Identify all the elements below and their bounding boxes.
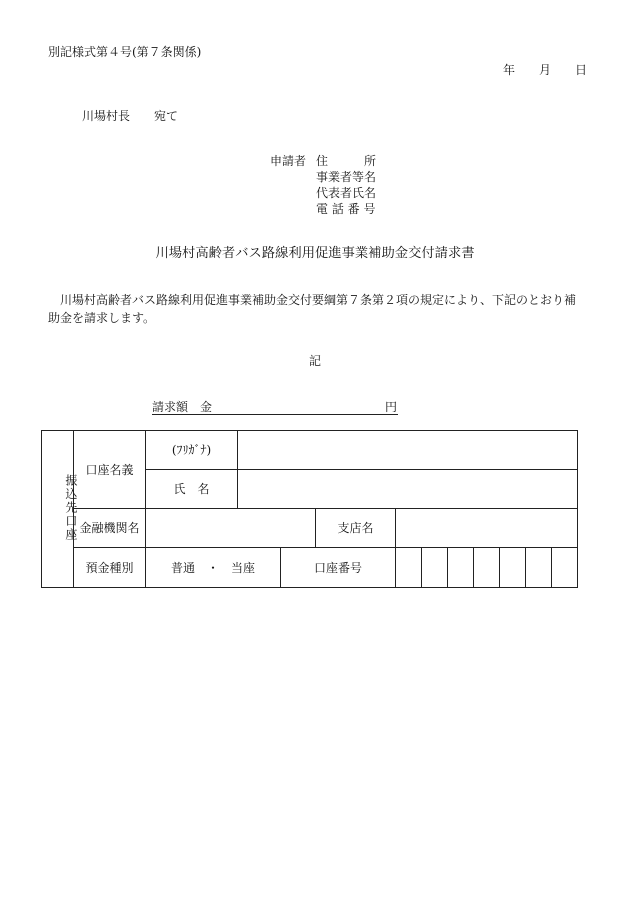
applicant-fields: [316, 153, 376, 217]
body-paragraph: 川場村高齢者バス路線利用促進事業補助金交付要綱第７条第２項の規定により、下記のとおり補助金を請求します。: [48, 293, 577, 325]
applicant-address-label: 住 所: [316, 154, 377, 168]
note-heading: 記: [308, 354, 321, 368]
financial-institution-label: 金融機関名: [74, 509, 146, 548]
branch-field: [396, 509, 578, 548]
account-number-digit-box: [422, 548, 448, 588]
date-line: 年 月 日: [503, 63, 588, 77]
addressee: 川場村長 宛て: [82, 109, 179, 123]
branch-label: 支店名: [316, 509, 396, 548]
deposit-type-options: 普通 ・ 当座: [146, 548, 281, 588]
applicant-business-name-label: 事業者等名: [316, 170, 377, 184]
applicant-label: 申請者: [270, 154, 307, 168]
financial-institution-field: [146, 509, 316, 548]
deposit-type-label: 預金種別: [74, 548, 146, 588]
claim-amount-unit: 円: [384, 400, 397, 414]
account-holder-label: 口座名義: [74, 431, 146, 509]
furigana-field: [238, 431, 578, 470]
furigana-label: (ﾌﾘｶﾞﾅ): [146, 431, 238, 470]
claim-amount-label: 請求額 金: [152, 400, 213, 414]
claim-amount-line: [152, 399, 398, 415]
transfer-account-section-label: 振込先口座: [63, 473, 78, 542]
account-number-digit-box: [396, 548, 422, 588]
form-number-label: 別記様式第４号(第７条関係): [48, 45, 202, 59]
bank-account-table: [41, 430, 578, 588]
account-number-digit-box: [474, 548, 500, 588]
holder-name-label: 氏 名: [146, 470, 238, 509]
account-number-digit-box: [448, 548, 474, 588]
transfer-account-section-cell: [42, 431, 78, 588]
holder-name-field: [238, 470, 578, 509]
account-number-digit-box: [500, 548, 526, 588]
document-title: 川場村高齢者バス路線利用促進事業補助金交付請求書: [155, 246, 475, 261]
account-number-digit-box: [552, 548, 578, 588]
account-number-label: 口座番号: [281, 548, 396, 588]
account-number-digit-box: [526, 548, 552, 588]
applicant-representative-label: 代表者氏名: [316, 186, 377, 200]
applicant-phone-label: 電 話 番 号: [316, 202, 376, 216]
